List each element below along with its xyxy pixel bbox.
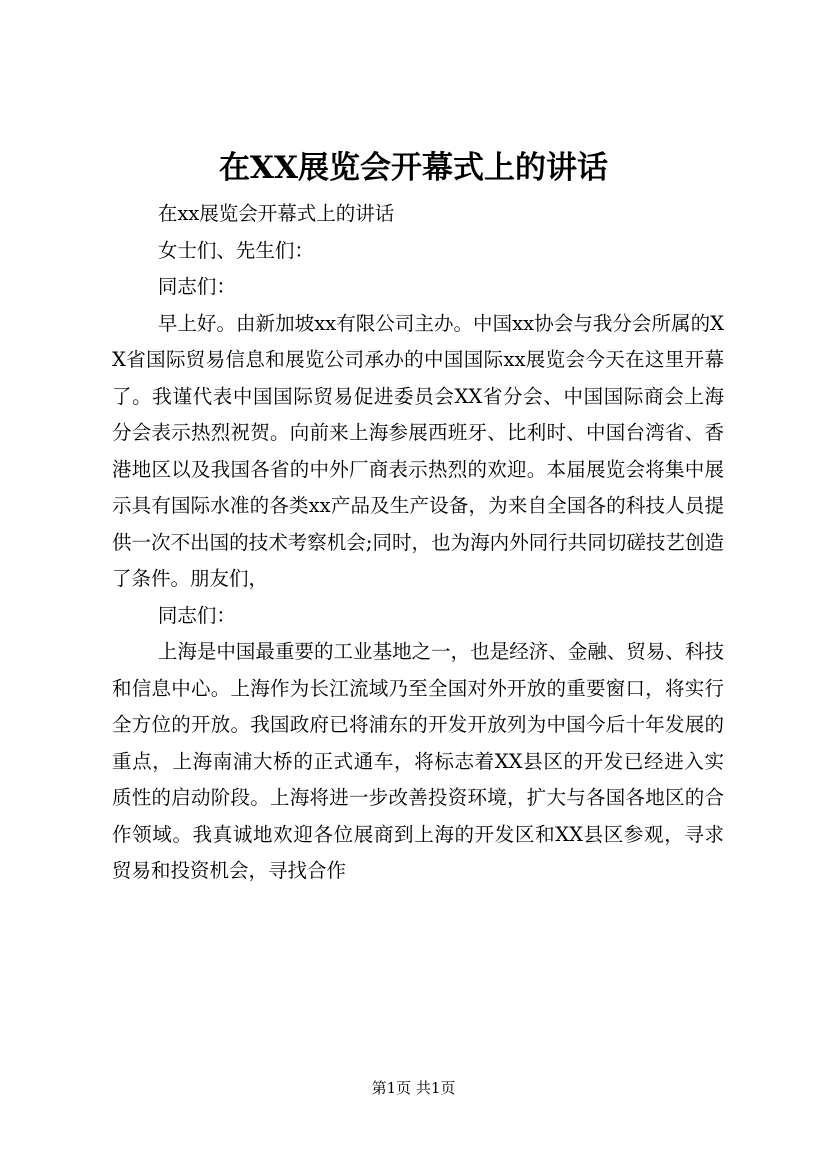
- document-title: 在XX展览会开幕式上的讲话: [218, 150, 609, 186]
- paragraph-opening: 早上好。由新加坡xx有限公司主办。中国xx协会与我分会所属的XX省国际贸易信息和展览公司承办的中国国际xx展览会今天在这里开幕了。我谨代表中国国际贸易促进委员会XX省分会、中国国际商会上海分会表示热烈祝贺。向前来上海参展西班牙、比利时、中国台湾省、香港地区以及我国各省的中外厂商表示热烈的欢迎。本届展览会将集中展示具有国际水准的各类xx产品及生产设备，为来自全国各的科技人员提供一次不出国的技术考察机会;同时，也为海内外同行共同切磋技艺创造了条件。朋友们，: [112, 311, 724, 590]
- paragraph-subtitle: 在xx展览会开幕式上的讲话: [157, 202, 395, 225]
- page-footer: 第1页 共1页: [371, 1079, 456, 1097]
- paragraph-comrades: 同志们：: [157, 275, 236, 298]
- paragraph-shanghai: 上海是中国最重要的工业基地之一，也是经济、金融、贸易、科技和信息中心。上海作为长江流域乃至全国对外开放的重要窗口，将实行全方位的开放。我国政府已将浦东的开发开放列为中国今后十年发展的重点，上海南浦大桥的正式通车，将标志着XX县区的开发已经进入实质性的启动阶段。上海将进一步改善投资环境，扩大与各国各地区的合作领域。我真诚地欢迎各位展商到上海的开发区和XX县区参观，寻求贸易和投资机会，寻找合作: [112, 640, 724, 882]
- document-body: [112, 196, 724, 890]
- paragraph-comrades-2: 同志们：: [157, 603, 236, 627]
- paragraph-greeting: 女士们、先生们：: [157, 238, 314, 262]
